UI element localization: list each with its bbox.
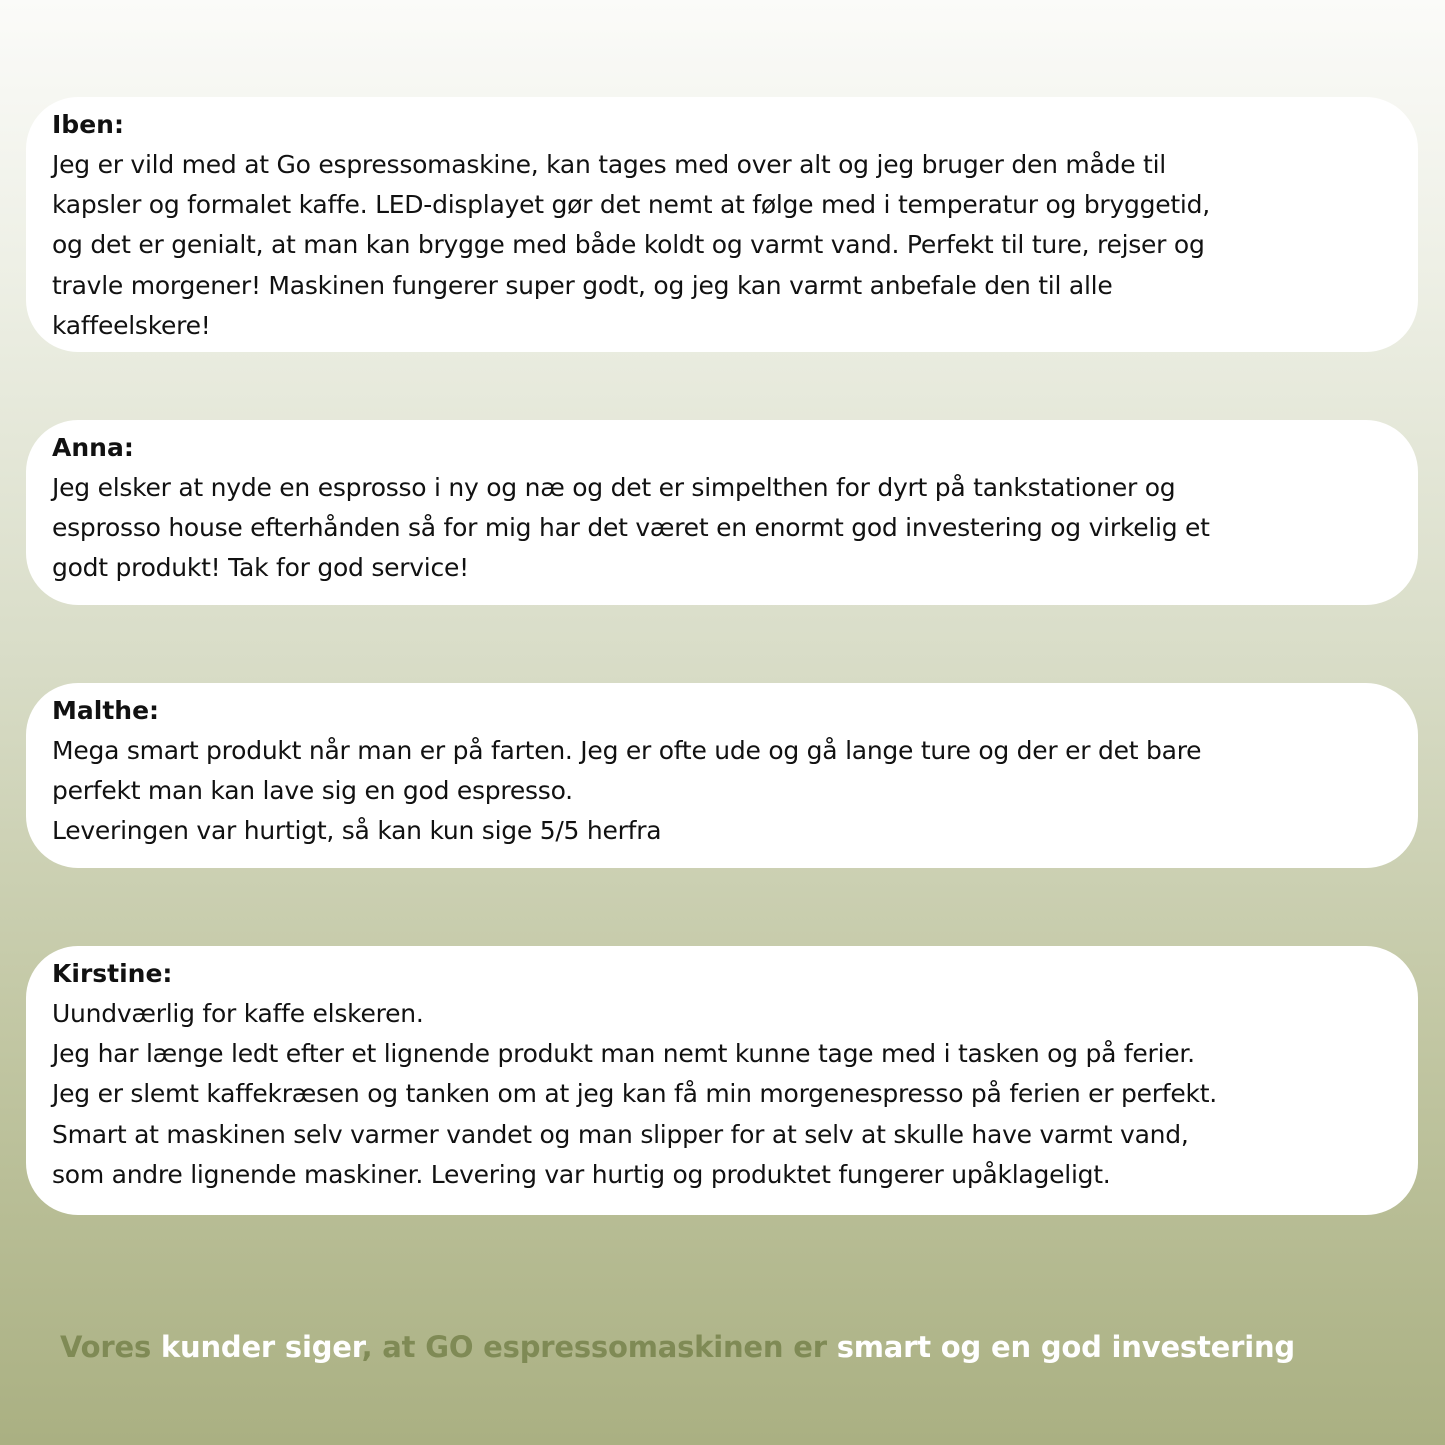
review-text-line: travle morgener! Maskinen fungerer super godt, og jeg kan varmt anbefale den til alle [52,270,1113,300]
review-card-anna [26,420,1418,605]
review-text-line: Mega smart produkt når man er på farten. Jeg er ofte ude og gå lange ture og der er det bare [52,736,1202,765]
reviewer-name: Iben: [52,110,124,139]
review-text-line: kapsler og formalet kaffe. LED-displayet gør det nemt at følge med i temperatur og bryggetid, [52,190,1210,220]
tagline-highlight: kunder siger [160,1330,362,1364]
tagline-highlight: god investering [1040,1330,1295,1364]
review-text-line: kaffeelskere! [52,310,211,340]
review-text-line: Smart at maskinen selv varmer vandet og man slipper for at selv at skulle have varmt vand, [52,1119,1189,1149]
review-text-line: Jeg har længe ledt efter et lignende produkt man nemt kunne tage med i tasken og på ferier. [52,1039,1195,1069]
reviewer-name: Malthe: [52,696,160,725]
review-text-line: Leveringen var hurtigt, så kan kun sige 5/5 herfra [52,816,662,846]
review-card-malthe [26,683,1418,868]
review-text-line: Uundværlig for kaffe elskeren. [52,999,424,1028]
review-text-line: perfekt man kan lave sig en god espresso. [52,776,573,806]
review-card-kirstine [26,946,1418,1215]
review-text-line: Jeg elsker at nyde en esprosso i ny og næ og det er simpelthen for dyrt på tankstationer og [52,473,1176,502]
review-text-line: Jeg er vild med at Go espressomaskine, kan tages med over alt og jeg bruger den måde til [52,150,1166,179]
review-card-iben [26,97,1418,352]
review-text-line: esprosso house efterhånden så for mig har det været en enormt god investering og virkelig et [52,513,1210,543]
reviewer-name: Anna: [52,433,134,462]
tagline-part [1031,1330,1041,1364]
tagline-part: , at GO espressomaskinen er [361,1330,837,1364]
review-text-line: godt produkt! Tak for god service! [52,553,469,583]
review-text-line: Jeg er slemt kaffekræsen og tanken om at jeg kan få min morgenespresso på ferien er perfekt. [52,1079,1217,1109]
tagline-part: Vores [60,1330,161,1364]
tagline [60,1324,1420,1370]
review-text-line: og det er genialt, at man kan brygge med både koldt og varmt vand. Perfekt til ture, rejser og [52,230,1205,260]
review-text-line: som andre lignende maskiner. Levering var hurtig og produktet fungerer upåklageligt. [52,1159,1111,1189]
reviewer-name: Kirstine: [52,959,173,988]
tagline-highlight: smart og en [836,1330,1031,1364]
